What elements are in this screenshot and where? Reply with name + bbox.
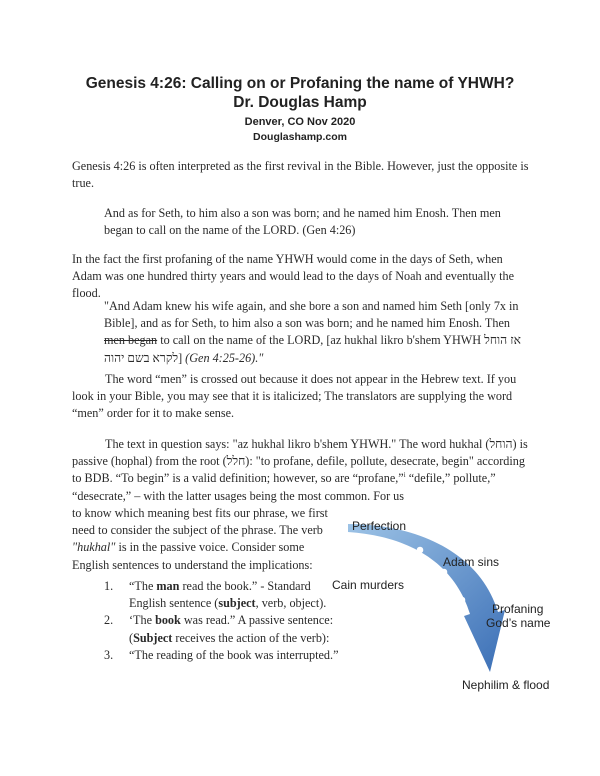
crossed-out-explanation: The word “men” is crossed out because it does not appear in the Hebrew text. If you look in your Bible, you may see that it is italicized; The translators are supplying the word “men” order for it to make sense. (72, 372, 517, 421)
marker-cain-murders (441, 569, 448, 576)
footnote-marker: i (403, 471, 406, 480)
marker-adam-sins (417, 547, 424, 554)
profaning-paragraph: In the fact the first profaning of the name YHWH would come in the days of Seth, when Adam was one hundred thirty years and would lead to the days of Noah and eventually the flood. (72, 252, 515, 301)
document-title: Genesis 4:26: Calling on or Profaning the name of YHWH? (85, 75, 515, 92)
subject-text-a: to know which meaning best fits our phrase, we first need to consider the subject of the phrase. The verb (72, 506, 328, 538)
quote-genesis-4-25-26 (104, 298, 524, 367)
list-item: 1. “The man read the book.” - Standard English sentence (subject, verb, object). (104, 579, 327, 611)
hukhal-text: The text in question says: "az hukhal likro b'shem YHWH." The word hukhal (הוחל) is passive (hophal) from the root (חלל): "to profane, defile, pollute, desecrate, begin" according to BDB. “To begin” is a valid definition; however, so are “profane,” (72, 437, 528, 486)
website-text: Douglashamp.com (253, 131, 347, 143)
list-item: 2. ‘The book was read.” A passive sentence: (Subject receives the action of the verb): (104, 613, 334, 645)
intro-paragraph: Genesis 4:26 is often interpreted as the first revival in the Bible. However, just the opposite is true. (72, 159, 529, 191)
hukhal-paragraph (72, 436, 534, 505)
label-perfection: Perfection (352, 519, 407, 533)
hukhal-italic: "hukhal" (72, 540, 116, 555)
marker-profaning (459, 597, 466, 604)
quote-text-b: to call on the name of the LORD, [az hukhal likro b'shem YHWH אז הוחל לקרא בשם יהוה] (104, 333, 521, 365)
crossed-out-text: men began (104, 333, 158, 348)
curved-arrow-icon (348, 524, 505, 672)
quote-text-a: "And Adam knew his wife again, and she bore a son and named him Seth [only 7x in Bible], and as for Seth, to him also a son was born; and he named him Enosh. Then (104, 299, 519, 331)
subject-paragraph (72, 505, 344, 574)
place-date: Denver, CO Nov 2020 (244, 116, 356, 128)
quote-reference: (Gen 4:25-26)." (182, 350, 264, 365)
decline-diagram (332, 510, 570, 700)
hukhal-text-end: “defile,” pollute,” “desecrate,” – with the latter usages being the most common. For us (72, 471, 496, 503)
label-adam-sins: Adam sins (443, 555, 500, 569)
list-item: 3. “The reading of the book was interrupted.” (104, 647, 339, 662)
author-name: Dr. Douglas Hamp (233, 94, 367, 111)
label-cain-murders: Cain murders (332, 578, 405, 592)
quote-genesis-4-26: And as for Seth, to him also a son was born; and he named him Enosh. Then men began to call on the name of the LORD. (Gen 4:26) (104, 206, 501, 238)
label-gods-name: God’s name (486, 616, 551, 630)
label-profaning: Profaning (492, 602, 544, 616)
example-sentence-list (104, 578, 349, 664)
subject-text-b: is in the passive voice. Consider some English sentences to understand the implications: (72, 540, 313, 572)
label-nephilim-flood: Nephilim & flood (462, 678, 550, 692)
